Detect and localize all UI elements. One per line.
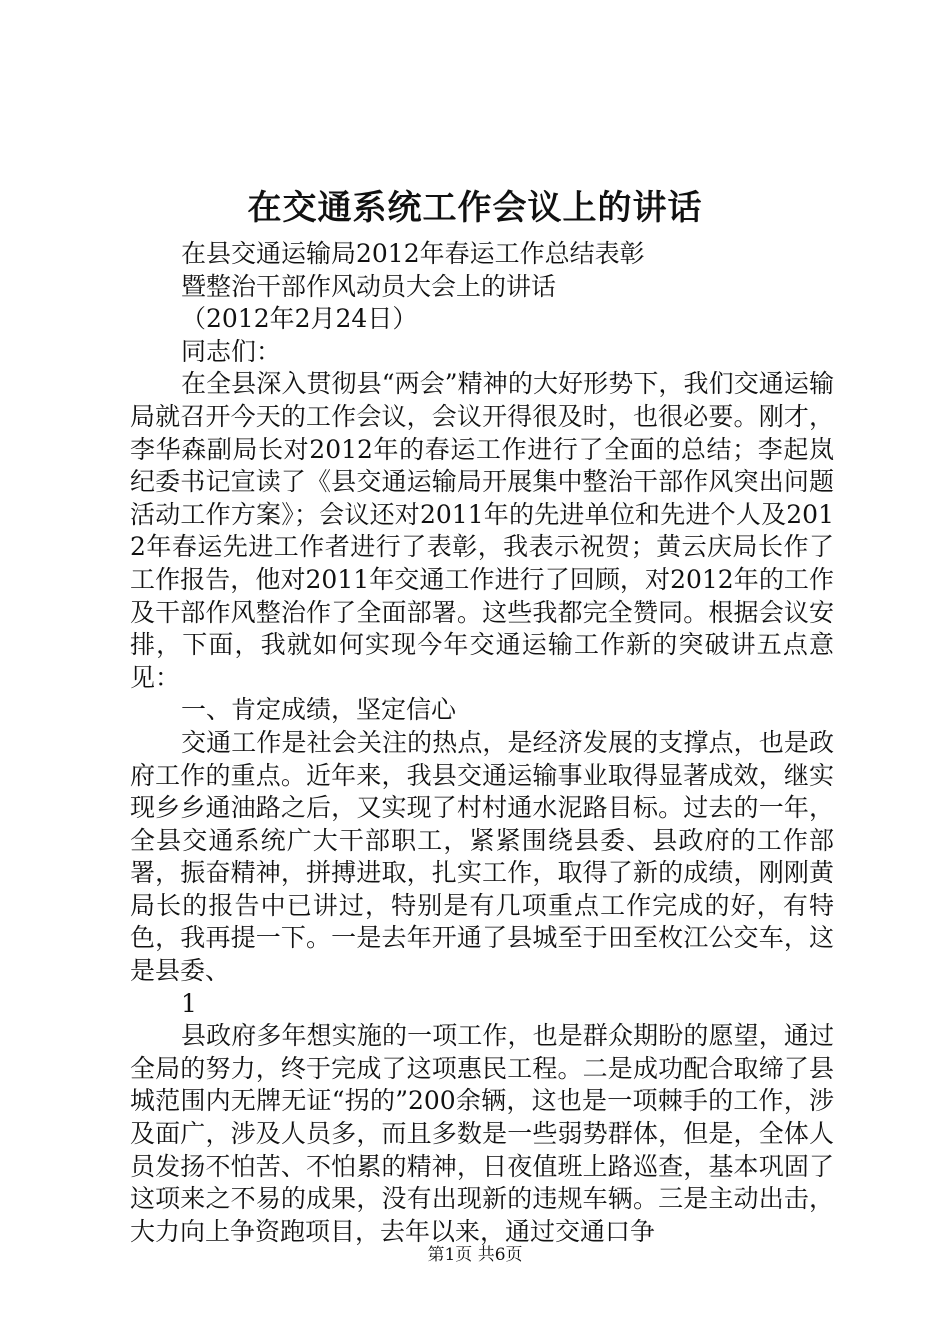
subtitle-line-1: 在县交通运输局2012年春运工作总结表彰	[181, 239, 645, 268]
salutation: 同志们：	[181, 336, 282, 366]
paragraph-achievements: 交通工作是社会关注的热点，是经济发展的支撑点，也是政府工作的重点。近年来，我县交通运输事业取得显著成效，继实现乡乡通油路之后，又实现了村村通水泥路目标。过去的一年，全县交通系统广大干部职工，紧紧围绕县委、县政府的工作部署，振奋精神，拼搏进取，扎实工作，取得了新的成绩，刚刚黄局长的报告中已讲过，特别是有几项重点工作完成的好，有特色，我再提一下。一是去年开通了县城至于田至枚江公交车，这是县委、	[130, 727, 834, 986]
page-footer: 第1页 共6页	[427, 1245, 523, 1265]
paragraph-continued: 县政府多年想实施的一项工作，也是群众期盼的愿望，通过全局的努力，终于完成了这项惠民工程。二是成功配合取缔了县城范围内无牌无证“拐的”200余辆，这也是一项棘手的工作，涉及面广，涉及人员多，而且多数是一些弱势群体，但是，全体人员发扬不怕苦、不怕累的精神，日夜值班上路巡查，基本巩固了这项来之不易的成果，没有出现新的违规车辆。三是主动出击，大力向上争资跑项目，去年以来，通过交通口争	[130, 1021, 834, 1246]
speech-date: （2012年2月24日）	[181, 304, 418, 334]
document-body	[130, 238, 834, 1248]
paragraph-intro: 在全县深入贯彻县“两会”精神的大好形势下，我们交通运输局就召开今天的工作会议，会议开得很及时，也很必要。刚才，李华森副局长对2012年的春运工作进行了全面的总结；李起岚纪委书记宣读了《县交通运输局开展集中整治干部作风突出问题活动工作方案》；会议还对2011年的先进单位和先进个人及2012年春运先进工作者进行了表彰，我表示祝贺；黄云庆局长作了工作报告，他对2011年交通工作进行了回顾，对2012年的工作及干部作风整治作了全面部署。这些我都完全赞同。根据会议安排，下面，我就如何实现今年交通运输工作新的突破讲五点意见：	[130, 369, 834, 692]
document-title: 在交通系统工作会议上的讲话	[247, 188, 703, 228]
section-heading-1: 一、肯定成绩，坚定信心	[181, 695, 457, 725]
inline-page-marker: 1	[181, 988, 197, 1018]
subtitle-line-2: 暨整治干部作风动员大会上的讲话	[181, 271, 557, 301]
